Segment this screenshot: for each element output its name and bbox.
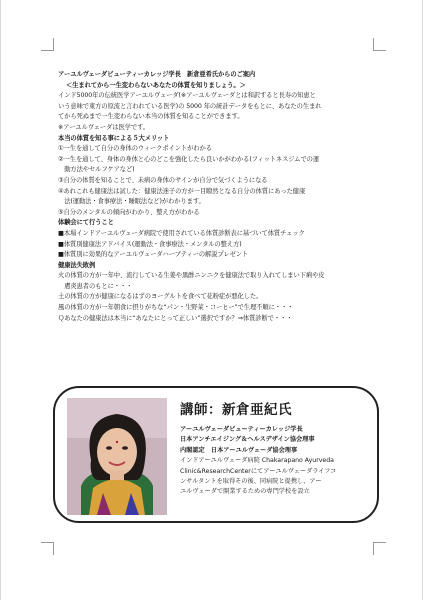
failure-item: Ｑあなたの健康法は本当に“あなたにとって正しい”選択ですか？⇒体質診断で・・・ (58, 314, 293, 322)
merit-item: ②一生を通して、身体の身体と心のどこを強化したら良いかがわかる(フィットネスジムでの運 (58, 155, 320, 163)
failure-item: 膚炎患者のもとに・・・ (58, 282, 133, 290)
crop-mark-top-left (41, 38, 54, 51)
intro-note: ※アーユルヴェーダは医学です。 (58, 123, 149, 131)
session-title: 体験会にて行うこと (58, 219, 114, 227)
bio-line: ユルヴェーダで開業するための専門学校を設立 (180, 488, 310, 496)
merits-title: 本当の体質を知る事による５大メリット (58, 134, 170, 142)
crop-mark-bottom-right (373, 542, 386, 555)
lecturer-photo (67, 398, 167, 515)
crop-mark-top-right (373, 38, 386, 51)
bio-line: 日本アンチエイジング＆ヘルスデザイン協会理事 (180, 436, 315, 444)
failure-item: 火の体質の方が一年中、流行している生姜や黒酢ニンニクを健康法で取り入れてしまい下痢や皮 (58, 272, 325, 280)
merit-item: 法(運動法・食事療法・睡眠法など)がわかります。 (58, 198, 205, 206)
merit-item: ③自分の体質を知ることで、未病の身体のサインが自分で気づくようになる (58, 176, 268, 184)
crop-mark-bottom-left (41, 542, 54, 555)
heading-line-2: ＜生まれてから一生変わらないあなたの体質を知りましょう。＞ (66, 81, 246, 89)
failure-item: 土の体質の方が健康になるはずのヨーグルトを食べて花粉症が悪化した。 (58, 293, 263, 301)
bio-line: インドアーユルヴェーダ病院 Chakarapano Ayurveda (180, 457, 334, 465)
intro-line: いう意味で東方の原流と言われている医学)の 5000 年の統計データをもとに、あなたの生まれ (58, 102, 322, 110)
merit-item: 動方法やセルフケアなど) (58, 166, 135, 174)
merit-item: ⑤自分のメンタルの傾向がわかり、整え方がわかる (58, 208, 200, 216)
lecturer-name: 講師：新倉亜紀氏 (180, 402, 292, 418)
session-item: ■体質別に効果的なアーユルヴェーダハーブティーの解説プレゼント (58, 251, 249, 259)
lecturer-profile-box (53, 386, 379, 523)
merit-item: ④あれこれも健康法は試した：健康法迷子の方が一目瞭然となる自分の体質にあった健康 (58, 187, 306, 195)
merit-item: ①一生を通して自分の身体のウィークポイントがわかる (58, 145, 212, 153)
bio-line: 内閣認定 日本アーユルヴェーダ協会理事 (180, 446, 298, 454)
bio-line: アーユルヴェーダビューティーカレッジ学長 (180, 426, 303, 433)
session-item: ■本場インドアーユルヴェーダ病院で使用されている体質診断表に基づいて体質チェック (58, 229, 305, 237)
intro-line: インド5000年の伝統医学アーユルヴェーダ(※アーユルヴェーダとは和訳すると長寿の知恵と (58, 92, 316, 100)
session-item: ■体質別健康法アドバイス(運動法・食事療法・メンタルの整え方) (58, 240, 242, 248)
heading-line-1: アーユルヴェーダビューティーカレッジ学長 新倉亜希氏からのご案内 (58, 71, 256, 78)
failures-title: 健康法失敗例 (58, 261, 96, 269)
intro-line: てから死ぬまで一生変わらない本当の体質を知ることができます。 (58, 113, 244, 121)
lecturer-bio (180, 425, 370, 498)
bio-line: ンサルタントを取得その後、同病院と提携し、アー (180, 478, 322, 486)
bio-line: Clinic&ResearchCenterにてアーユルヴェーダライフコ (180, 467, 337, 475)
failure-item: 風の体質の方が一年朝食に摂りがちな“パン・生野菜・コーヒー”で生理不順に・・・ (58, 304, 294, 312)
flyer-body (58, 70, 378, 324)
